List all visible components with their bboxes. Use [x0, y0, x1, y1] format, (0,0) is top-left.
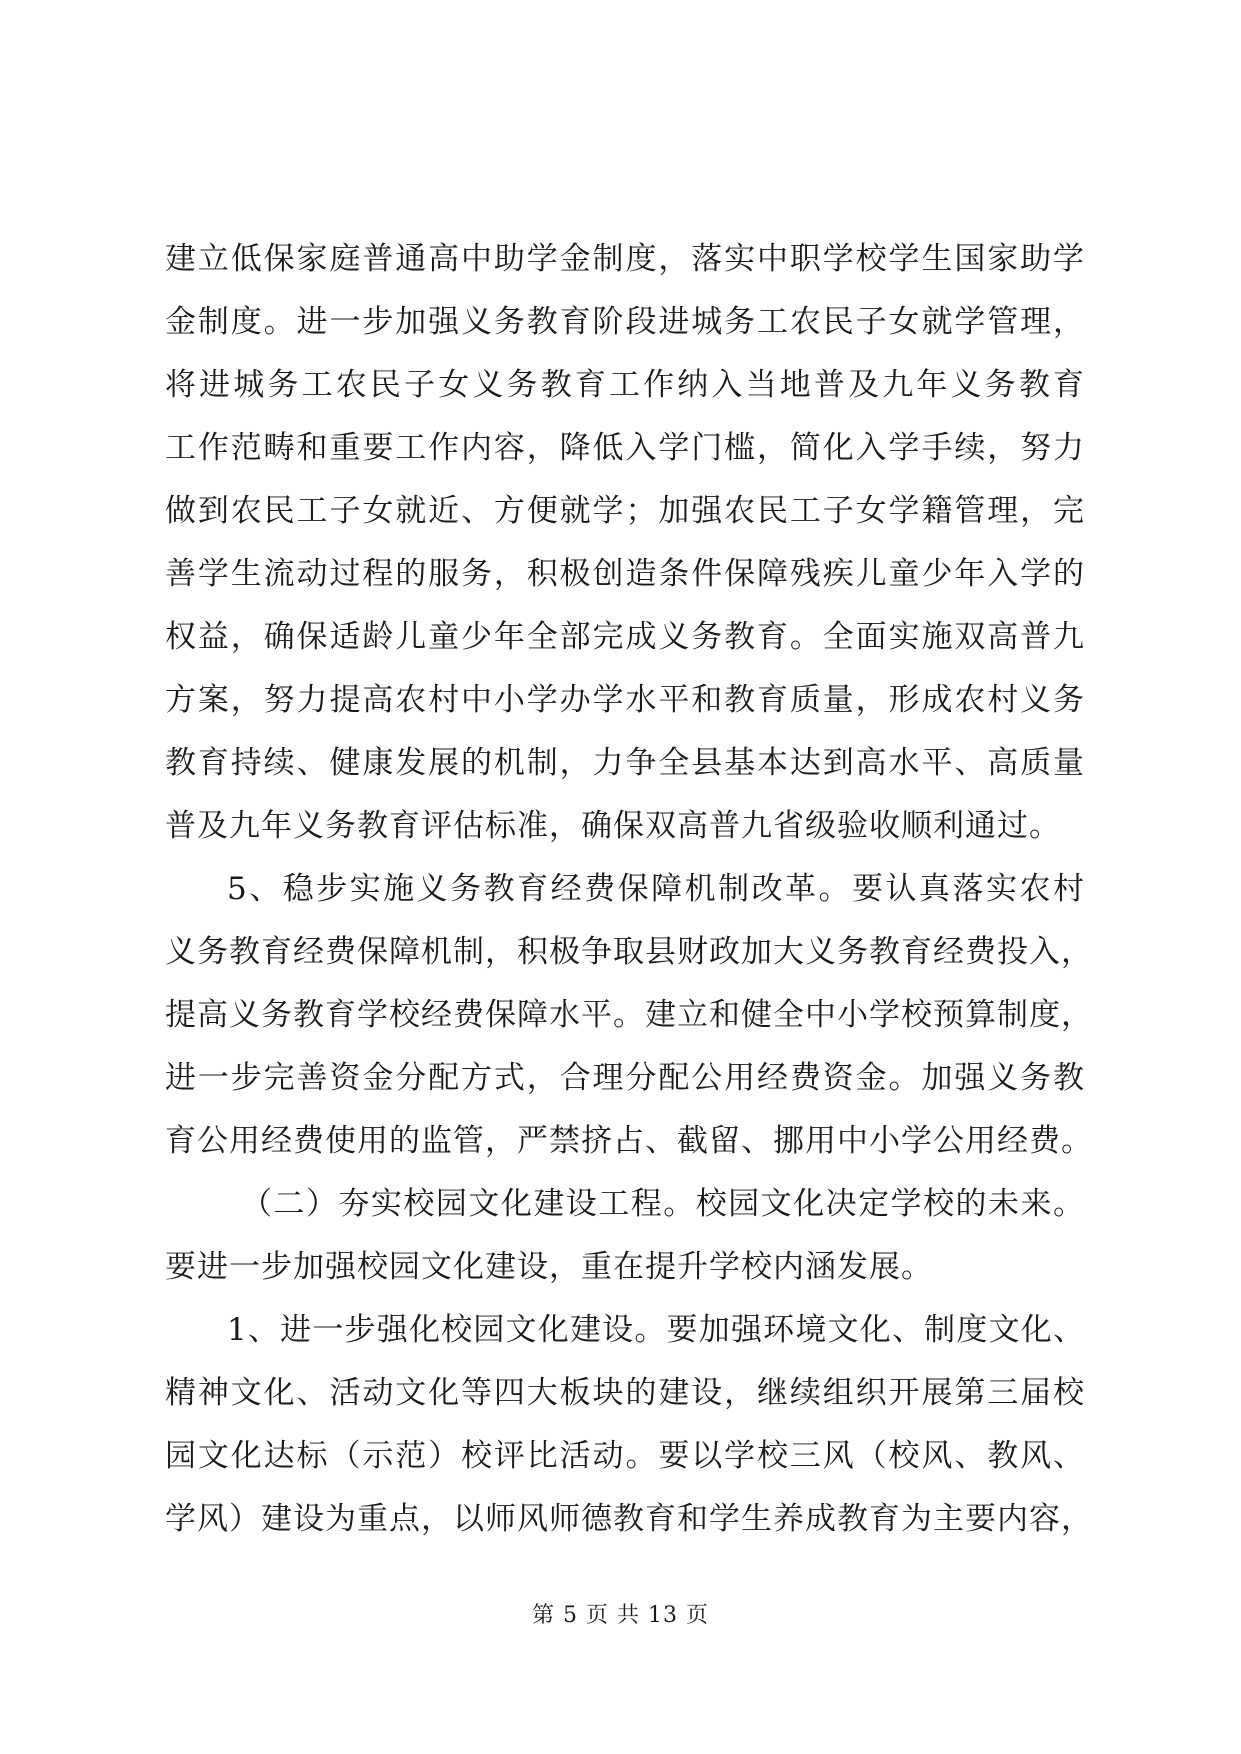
text-line: 权益，确保适龄儿童少年全部完成义务教育。全面实施双高普九	[165, 619, 1085, 655]
text-line: 工作范畴和重要工作内容，降低入学门槛，简化入学手续，努力	[165, 430, 1085, 466]
paragraph-start-line: 5、稳步实施义务教育经费保障机制改革。要认真落实农村	[227, 871, 1085, 907]
document-body	[165, 228, 1093, 1551]
text-line: 义务教育经费保障机制，积极争取县财政加大义务教育经费投入，	[165, 934, 1093, 970]
text-line: 将进城务工农民子女义务教育工作纳入当地普及九年义务教育	[165, 367, 1085, 403]
text-line: 方案，努力提高农村中小学办学水平和教育质量，形成农村义务	[165, 682, 1085, 718]
paragraph-start-line: 1、进一步强化校园文化建设。要加强环境文化、制度文化、	[227, 1312, 1085, 1348]
text-line: 进一步完善资金分配方式，合理分配公用经费资金。加强义务教	[165, 1060, 1085, 1096]
section-heading-line: （二）夯实校园文化建设工程。校园文化决定学校的未来。	[241, 1186, 1085, 1222]
text-line: 普及九年义务教育评估标准，确保双高普九省级验收顺利通过。	[165, 808, 1061, 844]
text-line: 教育持续、健康发展的机制，力争全县基本达到高水平、高质量	[165, 745, 1085, 781]
text-line: 金制度。进一步加强义务教育阶段进城务工农民子女就学管理，	[165, 304, 1085, 340]
text-line: 学风）建设为重点，以师风师德教育和学生养成教育为主要内容，	[165, 1501, 1093, 1537]
text-line: 做到农民工子女就近、方便就学；加强农民工子女学籍管理，完	[165, 493, 1085, 529]
page-number-footer: 第 5 页 共 13 页	[532, 1603, 709, 1628]
text-line: 精神文化、活动文化等四大板块的建设，继续组织开展第三届校	[165, 1375, 1085, 1411]
text-line: 建立低保家庭普通高中助学金制度，落实中职学校学生国家助学	[165, 241, 1085, 277]
text-line: 育公用经费使用的监管，严禁挤占、截留、挪用中小学公用经费。	[165, 1123, 1093, 1159]
text-line: 善学生流动过程的服务，积极创造条件保障残疾儿童少年入学的	[165, 556, 1085, 592]
text-line: 提高义务教育学校经费保障水平。建立和健全中小学校预算制度，	[165, 997, 1093, 1033]
text-line: 园文化达标（示范）校评比活动。要以学校三风（校风、教风、	[165, 1438, 1085, 1474]
text-line: 要进一步加强校园文化建设，重在提升学校内涵发展。	[165, 1249, 933, 1285]
